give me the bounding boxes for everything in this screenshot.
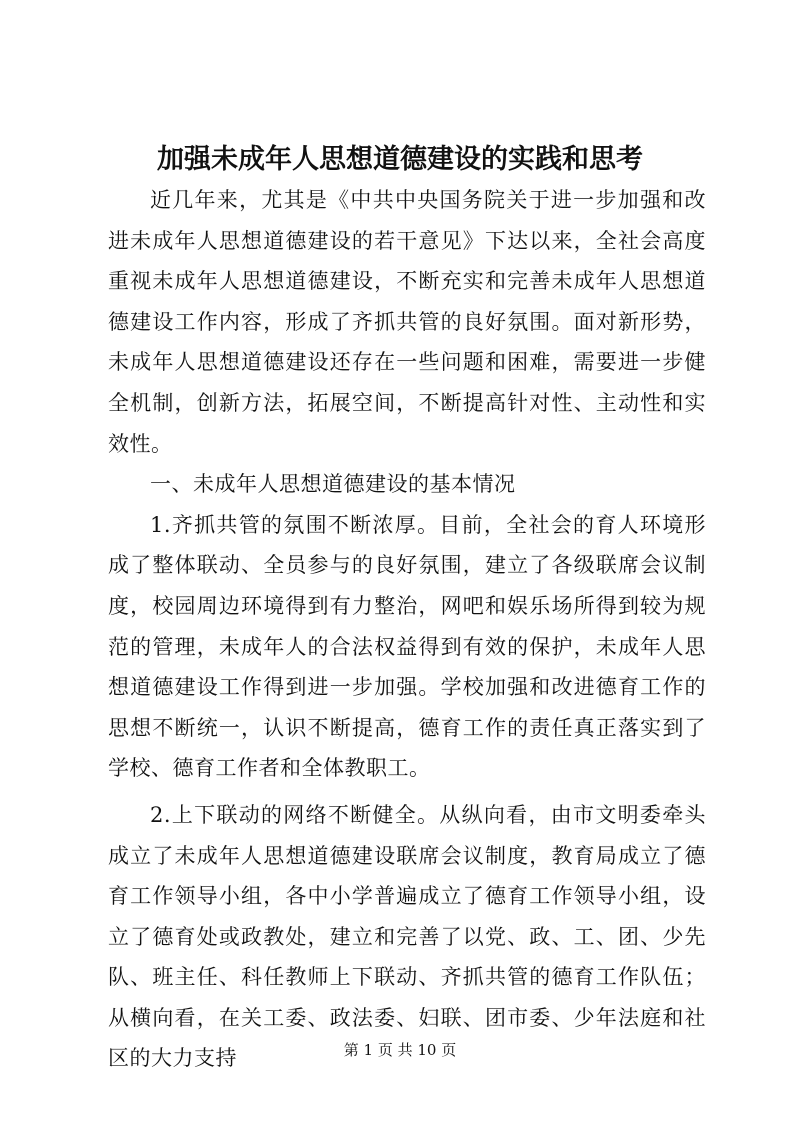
page-number-footer: 第 1 页 共 10 页 [343,1041,457,1059]
section-heading: 一、未成年人思想道德建设的基本情况 [150,472,516,497]
paragraph-point-2: 2.上下联动的网络不断健全。从纵向看，由市文明委牵头成立了未成年人思想道德建设联席会议制度，教育局成立了德育工作领导小组，各中小学普遍成立了德育工作领导小组，设立了德育处或政教处，建立和完善了以党、政、工、团、少先队、班主任、科任教师上下联动、齐抓共管的德育工作队伍；从横向看，在关工委、政法委、妇联、团市委、少年法庭和社区的大力支持 [108,802,706,1071]
paragraph-point-1: 1.齐抓共管的氛围不断浓厚。目前，全社会的育人环境形成了整体联动、全员参与的良好氛围，建立了各级联席会议制度，校园周边环境得到有力整治，网吧和娱乐场所得到较为规范的管理，未成年人的合法权益得到有效的保护，未成年人思想道德建设工作得到进一步加强。学校加强和改进德育工作的思想不断统一，认识不断提高，德育工作的责任真正落实到了学校、德育工作者和全体教职工。 [108,512,706,781]
document-body [108,180,706,1079]
paragraph-intro: 近几年来，尤其是《中共中央国务院关于进一步加强和改进未成年人思想道德建设的若干意见》下达以来，全社会高度重视未成年人思想道德建设，不断充实和完善未成年人思想道德建设工作内容，形成了齐抓共管的良好氛围。面对新形势，未成年人思想道德建设还存在一些问题和困难，需要进一步健全机制，创新方法，拓展空间，不断提高针对性、主动性和实效性。 [108,188,706,456]
document-title: 加强未成年人思想道德建设的实践和思考 [157,144,643,175]
